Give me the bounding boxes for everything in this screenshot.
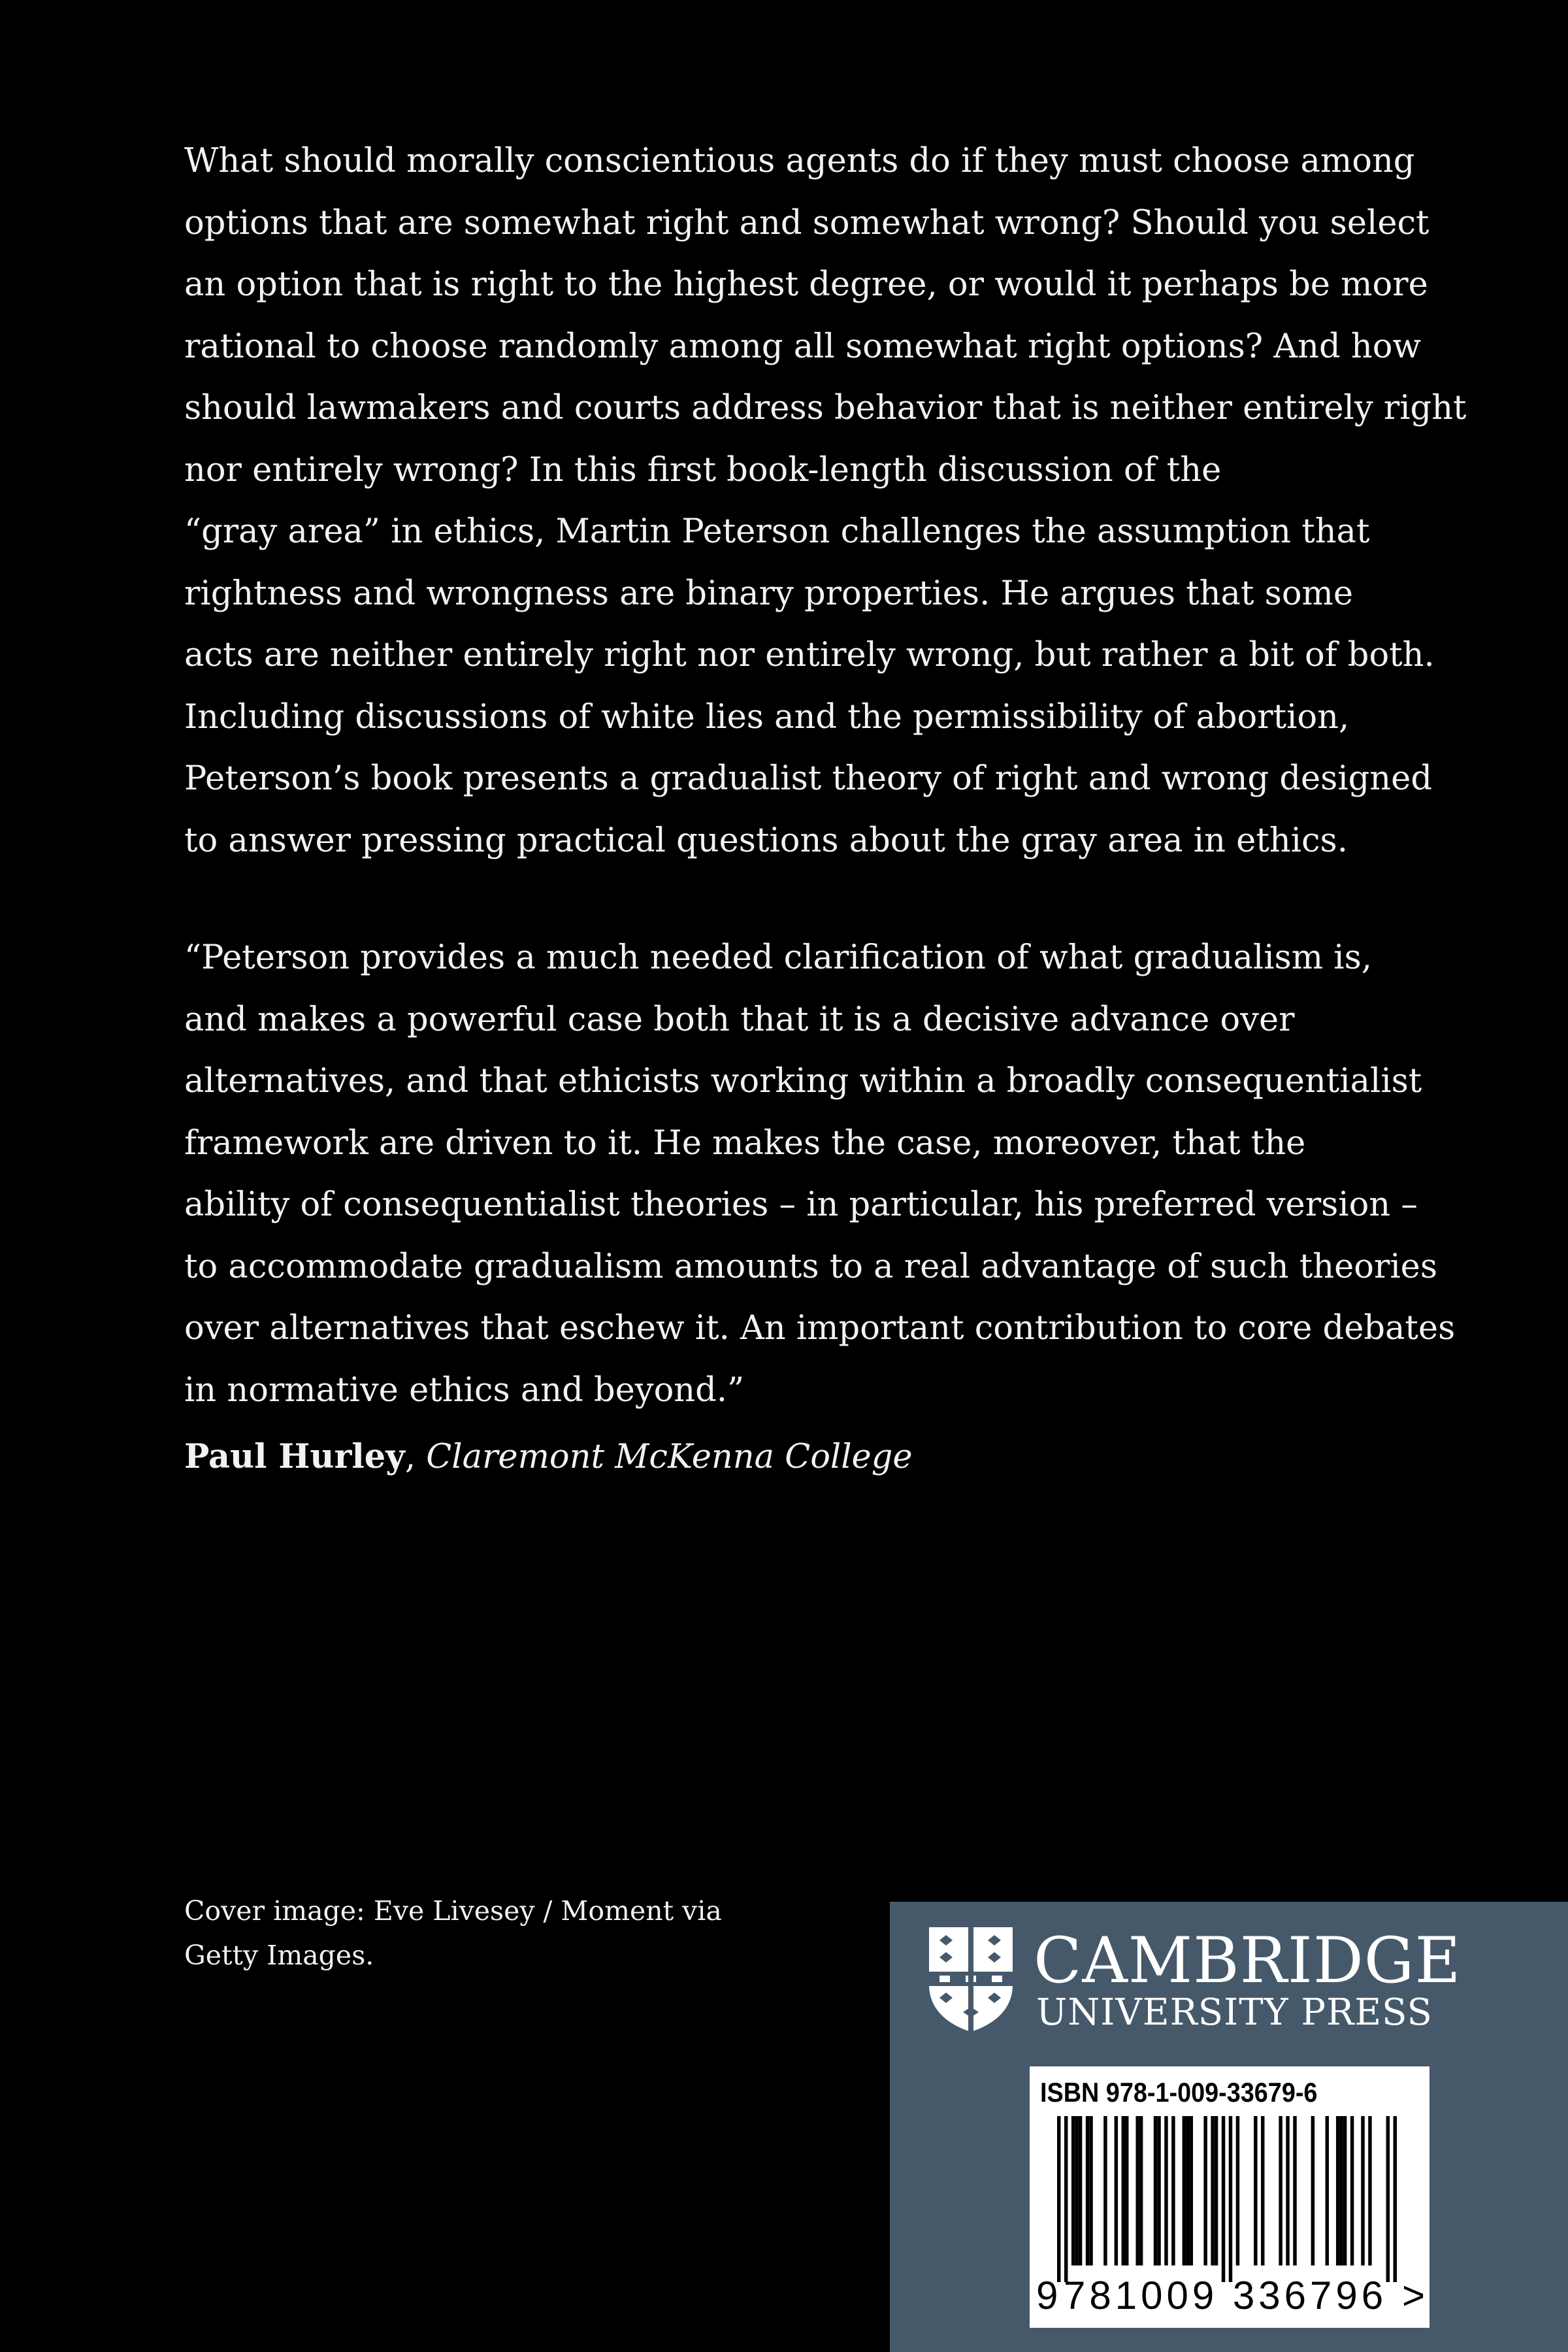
quote-line: ability of consequentialist theories – in particular, his preferred version – bbox=[184, 1185, 1418, 1224]
barcode-bar bbox=[1336, 2116, 1339, 2266]
description-line: nor entirely wrong? In this first book-length discussion of the bbox=[184, 450, 1222, 489]
barcode-bar bbox=[1186, 2116, 1189, 2266]
description-paragraph bbox=[184, 131, 1467, 872]
barcode-bar bbox=[1311, 2116, 1315, 2266]
barcode-bar bbox=[1190, 2116, 1193, 2266]
quote-line: “Peterson provides a much needed clarification of what gradualism is, bbox=[184, 938, 1372, 977]
quote-line: to accommodate gradualism amounts to a real advantage of such theories bbox=[184, 1247, 1438, 1286]
barcode-bar bbox=[1079, 2116, 1082, 2266]
barcode-bar bbox=[1361, 2116, 1364, 2266]
publisher-panel bbox=[890, 1902, 1568, 2352]
description-line: Including discussions of white lies and the permissibility of abortion, bbox=[184, 697, 1350, 737]
university-crest-icon bbox=[926, 1925, 1015, 2033]
quote-line: over alternatives that eschew it. An important contribution to core debates bbox=[184, 1309, 1456, 1348]
description-line: rational to choose randomly among all somewhat right options? And how bbox=[184, 327, 1422, 366]
endorser-name: Paul Hurley bbox=[184, 1437, 405, 1476]
barcode-bar bbox=[1236, 2116, 1239, 2266]
barcode-bar bbox=[1075, 2116, 1078, 2266]
description-line: Peterson’s book presents a gradualist theory of right and wrong designed bbox=[184, 759, 1432, 798]
barcode-bar bbox=[1339, 2116, 1343, 2266]
credit-line: Getty Images. bbox=[184, 1940, 374, 1971]
barcode-bars bbox=[1057, 2116, 1397, 2282]
barcode-bar bbox=[1171, 2116, 1175, 2266]
endorsement-quote bbox=[184, 927, 1456, 1421]
description-line: “gray area” in ethics, Martin Peterson challenges the assumption that bbox=[184, 512, 1370, 551]
barcode-bar bbox=[1350, 2116, 1354, 2266]
barcode-bar bbox=[1139, 2116, 1143, 2266]
quote-line: and makes a powerful case both that it is a decisive advance over bbox=[184, 1000, 1295, 1039]
description-line: What should morally conscientious agents do if they must choose among bbox=[184, 142, 1415, 180]
description-line: should lawmakers and courts address behavior that is neither entirely right bbox=[184, 389, 1467, 427]
barcode-bar bbox=[1286, 2116, 1289, 2266]
barcode-bar bbox=[1229, 2116, 1232, 2282]
barcode-bar bbox=[1135, 2116, 1139, 2266]
barcode-bar bbox=[1222, 2116, 1225, 2282]
barcode-bar bbox=[1071, 2116, 1075, 2266]
barcode-bar bbox=[1103, 2116, 1107, 2266]
isbn-label: ISBN 978-1-009-33679-6 bbox=[1040, 2077, 1318, 2108]
credit-line: Cover image: Eve Livesey / Moment via bbox=[184, 1895, 722, 1927]
barcode-bar bbox=[1057, 2116, 1060, 2282]
barcode-bar bbox=[1386, 2116, 1390, 2282]
quote-line: alternatives, and that ethicists working within a broadly consequentialist bbox=[184, 1062, 1422, 1101]
barcode-bar bbox=[1064, 2116, 1068, 2282]
barcode-bar bbox=[1326, 2116, 1329, 2266]
ean-first-digit: 9 bbox=[1036, 2274, 1058, 2317]
attribution-separator: , bbox=[404, 1438, 427, 1476]
description-line: rightness and wrongness are binary properties. He argues that some bbox=[184, 574, 1354, 613]
barcode-bar bbox=[1215, 2116, 1218, 2266]
barcode-bar bbox=[1154, 2116, 1157, 2266]
endorsement-attribution bbox=[184, 1426, 913, 1489]
barcode-bar bbox=[1157, 2116, 1160, 2266]
ean-digits: 781009 336796 bbox=[1064, 2274, 1388, 2317]
quiet-zone-mark: > bbox=[1402, 2274, 1426, 2317]
description-line: to answer pressing practical questions about the gray area in ethics. bbox=[184, 821, 1348, 860]
barcode-bar bbox=[1183, 2116, 1186, 2266]
barcode-bar bbox=[1368, 2116, 1371, 2266]
barcode-bar bbox=[1211, 2116, 1214, 2266]
barcode-bar bbox=[1115, 2116, 1118, 2266]
barcode-bar bbox=[1125, 2116, 1128, 2266]
barcode-bar bbox=[1086, 2116, 1089, 2266]
barcode-bar bbox=[1089, 2116, 1092, 2266]
publisher-subtitle: UNIVERSITY PRESS bbox=[1036, 1991, 1433, 2034]
description-line: an option that is right to the highest degree, or would it perhaps be more bbox=[184, 265, 1428, 304]
barcode-bar bbox=[1122, 2116, 1125, 2266]
publisher-name: CAMBRIDGE bbox=[1034, 1924, 1462, 1997]
barcode-bar bbox=[1343, 2116, 1347, 2266]
barcode-bar bbox=[1293, 2116, 1296, 2266]
quote-line: framework are driven to it. He makes the case, moreover, that the bbox=[184, 1123, 1306, 1163]
endorser-affiliation: Claremont McKenna College bbox=[426, 1438, 913, 1476]
quote-line: in normative ethics and beyond.” bbox=[184, 1370, 745, 1410]
description-line: options that are somewhat right and somewhat wrong? Should you select bbox=[184, 203, 1429, 242]
barcode-bar bbox=[1394, 2116, 1397, 2282]
barcode-bar bbox=[1203, 2116, 1207, 2266]
cover-image-credit bbox=[184, 1889, 722, 1978]
barcode-bar bbox=[1261, 2116, 1264, 2266]
barcode-bar bbox=[1164, 2116, 1168, 2266]
barcode-bar bbox=[1279, 2116, 1282, 2266]
description-line: acts are neither entirely right nor entirely wrong, but rather a bit of both. bbox=[184, 636, 1435, 674]
isbn-barcode bbox=[1030, 2066, 1429, 2328]
barcode-bar bbox=[1254, 2116, 1257, 2266]
